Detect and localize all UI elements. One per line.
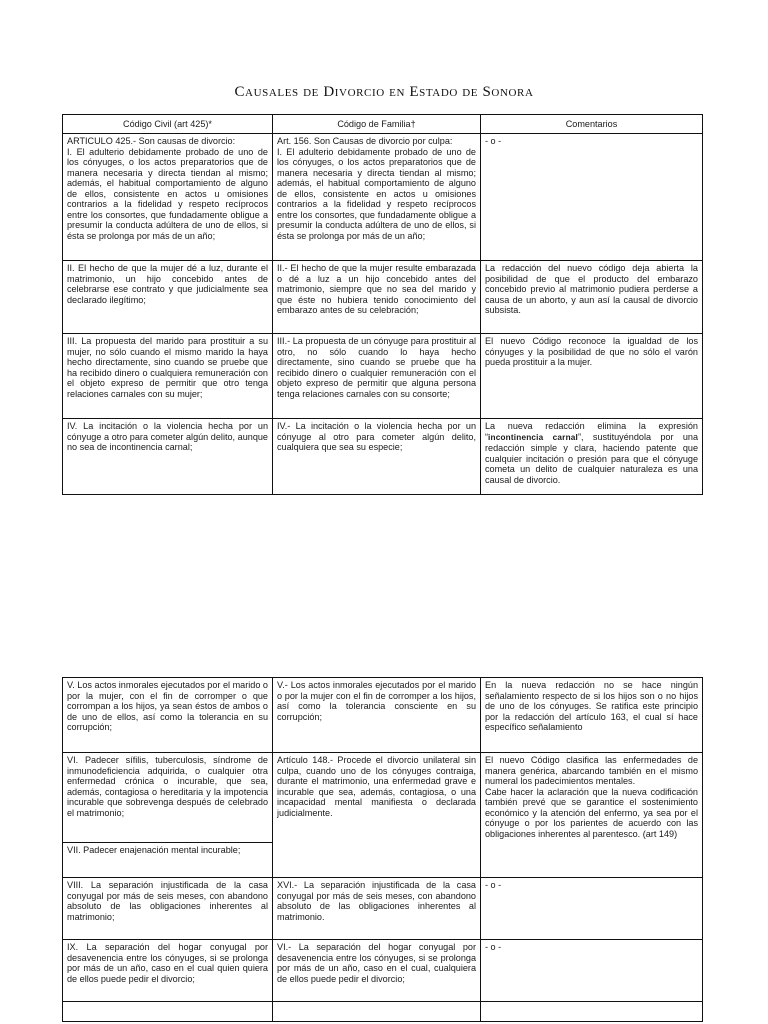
civil-text: V. Los actos inmorales ejecutados por el marido o por la mujer, con el fin de corromper o que corrompan a los hijos, ya sean éstos de ambos o de uno de ellos, así como la tolerancia en su corrupción; bbox=[67, 680, 268, 732]
civil-cell bbox=[63, 940, 273, 1002]
familia-text: III.- La propuesta de un cónyuge para prostituir al otro, no sólo cuando lo haya hecho directamente, sino cuando se pruebe que ha recibido dinero o cualquier remuneración con el objeto expreso de permitir que alguna persona tenga relaciones carnales con su consorte; bbox=[277, 336, 476, 399]
familia-cell bbox=[273, 134, 481, 261]
comentario-cell bbox=[481, 334, 703, 419]
familia-cell bbox=[273, 1002, 481, 1022]
comentario-cell bbox=[481, 134, 703, 261]
civil-text: VI. Padecer sífilis, tuberculosis, síndrome de inmunodeficiencia adquirida, o cualquier otra enfermedad crónica o incurable, que sea, además, contagiosa o hereditaria y la impotencia incurable que sobrevenga después de celebrado el matrimonio; bbox=[67, 755, 268, 818]
civil-cell bbox=[63, 334, 273, 419]
familia-cell bbox=[273, 753, 481, 878]
familia-cell bbox=[273, 940, 481, 1002]
table-row bbox=[63, 134, 703, 261]
civil-text: ARTICULO 425.- Son causas de divorcio: I. El adulterio debidamente probado de uno de los cónyuges, o los actos preparatorios que de manera necesaria y directa tiendan al mismo; además, el habitual comportamiento de alguno de ellos, consistente en actos u omisiones contrarios a la fidelidad y respeto recíprocos entre los consortes, que fundadamente obligue a presumir la conducta adúltera de uno de ellos, si ésta se prolonga por más de un año; bbox=[67, 136, 268, 241]
civil-cell bbox=[63, 261, 273, 334]
familia-text: IV.- La incitación o la violencia hecha por un cónyuge al otro para cometer algún delito, cualquiera que sea su especie; bbox=[277, 421, 476, 452]
civil-cell bbox=[63, 843, 273, 878]
familia-text: Art. 156. Son Causas de divorcio por culpa: I. El adulterio debidamente probado de uno de los cónyuges, o los actos preparatorios que de manera necesaria y directa tiendan al mismo; además, el habitual comportamiento de alguno de ellos, consistente en actos u omisiones contrarios a la fidelidad y respeto recíprocos entre los consortes, que fundadamente obligue a presumir la conducta adúltera de uno de ellos, si ésta se prolonga por más de un año; bbox=[277, 136, 476, 241]
familia-text: VI.- La separación del hogar conyugal por desavenencia entre los cónyuges, si se prolonga por más de un año, caso en el cual, cualquiera de ellos puede pedir el divorcio; bbox=[277, 942, 476, 984]
table-row bbox=[63, 261, 703, 334]
comentario-cell bbox=[481, 261, 703, 334]
familia-text: Artículo 148.- Procede el divorcio unilateral sin culpa, cuando uno de los cónyuges contraiga, durante el matrimonio, una enfermedad grave e incurable que sea, además, contagiosa, o una incapacidad mental manifiesta o declarada judicialmente. bbox=[277, 755, 476, 818]
civil-text: III. La propuesta del marido para prostituir a su mujer, no sólo cuando el mismo marido la haya hecho directamente, sino cuando se pruebe que ha recibido dinero o cualquiera remuneración con el objeto expreso de permitir que otro tenga relaciones carnales con su mujer; bbox=[67, 336, 268, 399]
comparison-table-bottom bbox=[62, 677, 703, 1022]
comentario-text: La redacción del nuevo código deja abierta la posibilidad de que el producto del embarazo concebido previo al matrimonio pudiera perderse a causa de un aborto, y aun así la causal de divorcio subsista. bbox=[485, 263, 698, 315]
civil-cell bbox=[63, 1002, 273, 1022]
table-row bbox=[63, 678, 703, 753]
comentario-text bbox=[485, 421, 698, 485]
header-codigo-civil: Código Civil (art 425)* bbox=[63, 115, 273, 134]
table-header-row bbox=[63, 115, 703, 134]
familia-cell bbox=[273, 878, 481, 940]
comentario-cell bbox=[481, 678, 703, 753]
civil-cell bbox=[63, 753, 273, 843]
comentario-text: - o - bbox=[485, 880, 502, 890]
familia-cell bbox=[273, 678, 481, 753]
table-row bbox=[63, 878, 703, 940]
comentario-text-pre: La nueva redacción elimina la expresión “ bbox=[485, 421, 698, 442]
familia-text: II.- El hecho de que la mujer resulte embarazada o dé a luz a un hijo concebido antes del matrimonio, siempre que no sea del marido y que éste no hubiera tenido conocimiento del embarazo antes de su celebración; bbox=[277, 263, 476, 315]
table-row bbox=[63, 334, 703, 419]
table-row bbox=[63, 419, 703, 495]
familia-cell bbox=[273, 419, 481, 495]
familia-cell bbox=[273, 334, 481, 419]
comentario-cell bbox=[481, 940, 703, 1002]
civil-cell bbox=[63, 419, 273, 495]
table-row bbox=[63, 1002, 703, 1022]
familia-text: V.- Los actos inmorales ejecutados por el marido o por la mujer con el fin de corromper a los hijos, así como la tolerancia consciente en su corrupción; bbox=[277, 680, 476, 722]
comentario-text: El nuevo Código clasifica las enfermedades de manera genérica, abarcando también en el mismo numeral los padecimientos mentales. Cabe hacer la aclaración que la nueva codificación también prevé que se garantice el sostenimiento económico y la atención del enfermo, ya sea por el cónyuge o por los parientes de acuerdo con las obligaciones inherentes al parentesco. (art 149) bbox=[485, 755, 698, 839]
comentario-cell bbox=[481, 878, 703, 940]
comentario-cell bbox=[481, 1002, 703, 1022]
header-codigo-familia: Código de Familia† bbox=[273, 115, 481, 134]
comparison-table-top bbox=[62, 114, 703, 495]
table-row bbox=[63, 940, 703, 1002]
civil-text: VII. Padecer enajenación mental incurable; bbox=[67, 845, 241, 855]
civil-text: IX. La separación del hogar conyugal por desavenencia entre los cónyuges, si se prolonga por más de un año, caso en el cual quien quiera de ellos puede pedir el divorcio; bbox=[67, 942, 268, 984]
civil-cell bbox=[63, 878, 273, 940]
familia-cell bbox=[273, 261, 481, 334]
comentario-term: incontinencia carnal bbox=[488, 432, 579, 442]
comentario-text: El nuevo Código reconoce la igualdad de los cónyuges y la posibilidad de que no sólo el varón pueda prostituir a la mujer. bbox=[485, 336, 698, 367]
comentario-text: - o - bbox=[485, 942, 502, 952]
comentario-text-post: ”, sustituyéndola por una redacción simple y clara, haciendo patente que cualquier incitación o presión para que el cónyuge cometa un delito de cualquier naturaleza es una causal de divorcio. bbox=[485, 431, 699, 485]
header-comentarios: Comentarios bbox=[481, 115, 703, 134]
page-title: Causales de Divorcio en Estado de Sonora bbox=[234, 84, 534, 100]
civil-text: II. El hecho de que la mujer dé a luz, durante el matrimonio, un hijo concebido antes de celebrarse ese contrato y que judicialmente sea declarado ilegítimo; bbox=[67, 263, 268, 305]
civil-cell bbox=[63, 134, 273, 261]
civil-text: VIII. La separación injustificada de la casa conyugal por más de seis meses, con abandono absoluto de las obligaciones inherentes al matrimonio; bbox=[67, 880, 268, 922]
comentario-text: - o - bbox=[485, 136, 502, 146]
civil-cell bbox=[63, 678, 273, 753]
comentario-cell bbox=[481, 419, 703, 495]
familia-text: XVI.- La separación injustificada de la casa conyugal por más de seis meses, con abandono absoluto de las obligaciones inherentes al matrimonio. bbox=[277, 880, 476, 922]
civil-text: IV. La incitación o la violencia hecha por un cónyuge a otro para cometer algún delito, aunque no sea de incontinencia carnal; bbox=[67, 421, 268, 452]
comentario-text: En la nueva redacción no se hace ningún señalamiento respecto de si los hijos son o no hijos de uno de los cónyuges. Se ratifica este principio por la redacción del artículo 163, el cual sí hace específico señalamiento bbox=[485, 680, 698, 732]
table-row bbox=[63, 753, 703, 843]
comentario-cell bbox=[481, 753, 703, 878]
